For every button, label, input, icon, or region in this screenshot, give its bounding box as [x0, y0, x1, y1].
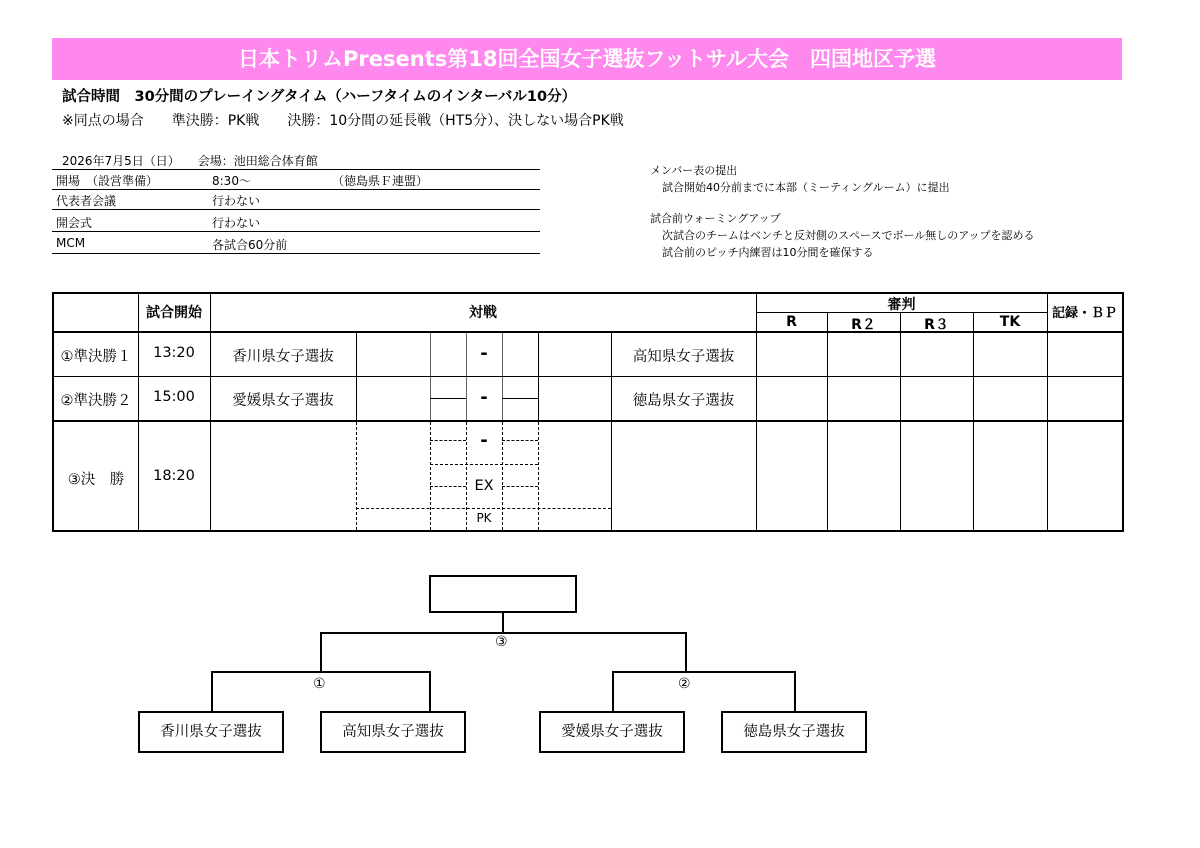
- row-time: 15:00: [153, 389, 195, 405]
- tie-rule: ※同点の場合 準決勝：PK戦 決勝：10分間の延長戦（HT5分）、決しない場合PK戦: [62, 113, 624, 129]
- header-ref-r3: R３: [924, 317, 949, 333]
- pk-label: PK: [476, 511, 492, 525]
- header-ref-r: R: [786, 314, 797, 330]
- final-mark: ③: [495, 634, 508, 650]
- tournament-title: 日本トリムPresents第18回全国女子選抜フットサル大会 四国地区予選: [52, 38, 1122, 80]
- date-venue: 2026年7月5日（日） 会場：池田総合体育館: [62, 154, 318, 168]
- row-time: 13:20: [153, 345, 195, 361]
- champion-box: [429, 575, 577, 613]
- header-start-time: 試合開始: [146, 305, 202, 321]
- header-referee: 審判: [887, 297, 916, 313]
- bracket-team-ehime: 愛媛県女子選抜: [539, 711, 685, 753]
- info-extra: （徳島県Ｆ連盟）: [332, 174, 429, 188]
- semi1-mark: ①: [313, 676, 326, 692]
- info-value: 行わない: [212, 194, 261, 208]
- header-ref-tk: TK: [999, 314, 1021, 330]
- bracket-team-tokushima: 徳島県女子選抜: [721, 711, 867, 753]
- info-row-mcm: [52, 234, 540, 254]
- extra-time-label: EX: [474, 478, 494, 494]
- team-b: 徳島県女子選抜: [632, 393, 735, 409]
- header-ref-r2: R２: [851, 317, 876, 333]
- info-row-ceremony: [52, 212, 540, 232]
- warmup-note-title: 試合前ウォーミングアップ: [650, 212, 781, 225]
- row-label: ②準決勝２: [60, 393, 132, 409]
- row-label: ③決 勝: [67, 472, 125, 488]
- row-time: 18:20: [153, 468, 195, 484]
- score-separator: -: [480, 387, 488, 408]
- info-label: MCM: [56, 236, 86, 250]
- semi2-mark: ②: [678, 676, 691, 692]
- member-note-title: メンバー表の提出: [650, 164, 738, 177]
- header-record: 記録・ＢＰ: [1051, 306, 1117, 321]
- row-label: ①準決勝１: [60, 349, 132, 365]
- score-separator: -: [480, 343, 488, 364]
- info-label: 開会式: [56, 216, 93, 230]
- bracket-team-kagawa: 香川県女子選抜: [138, 711, 284, 753]
- header-match: 対戦: [469, 305, 497, 321]
- info-label: 開場 （設営準備）: [56, 174, 159, 188]
- info-label: 代表者会議: [56, 194, 117, 208]
- member-note-body: 試合開始40分前までに本部（ミーティングルーム）に提出: [662, 181, 950, 194]
- schedule-table: [52, 292, 1124, 532]
- team-a: 香川県女子選抜: [232, 349, 334, 365]
- score-separator: -: [480, 430, 488, 451]
- warmup-note-body1: 次試合のチームはベンチと反対側のスペースでボール無しのアップを認める: [662, 229, 1035, 242]
- info-value: 8:30～: [212, 174, 251, 188]
- info-row-meeting: [52, 190, 540, 210]
- warmup-note-body2: 試合前のピッチ内練習は10分間を確保する: [662, 246, 874, 259]
- info-value: 行わない: [212, 216, 261, 230]
- team-b: 高知県女子選抜: [632, 349, 735, 365]
- team-a: 愛媛県女子選抜: [232, 393, 334, 409]
- bracket-team-kochi: 高知県女子選抜: [320, 711, 466, 753]
- info-row-open: [52, 170, 540, 190]
- match-time-rule: 試合時間 30分間のプレーイングタイム（ハーフタイムのインターバル10分）: [62, 89, 577, 105]
- info-value: 各試合60分前: [212, 238, 288, 252]
